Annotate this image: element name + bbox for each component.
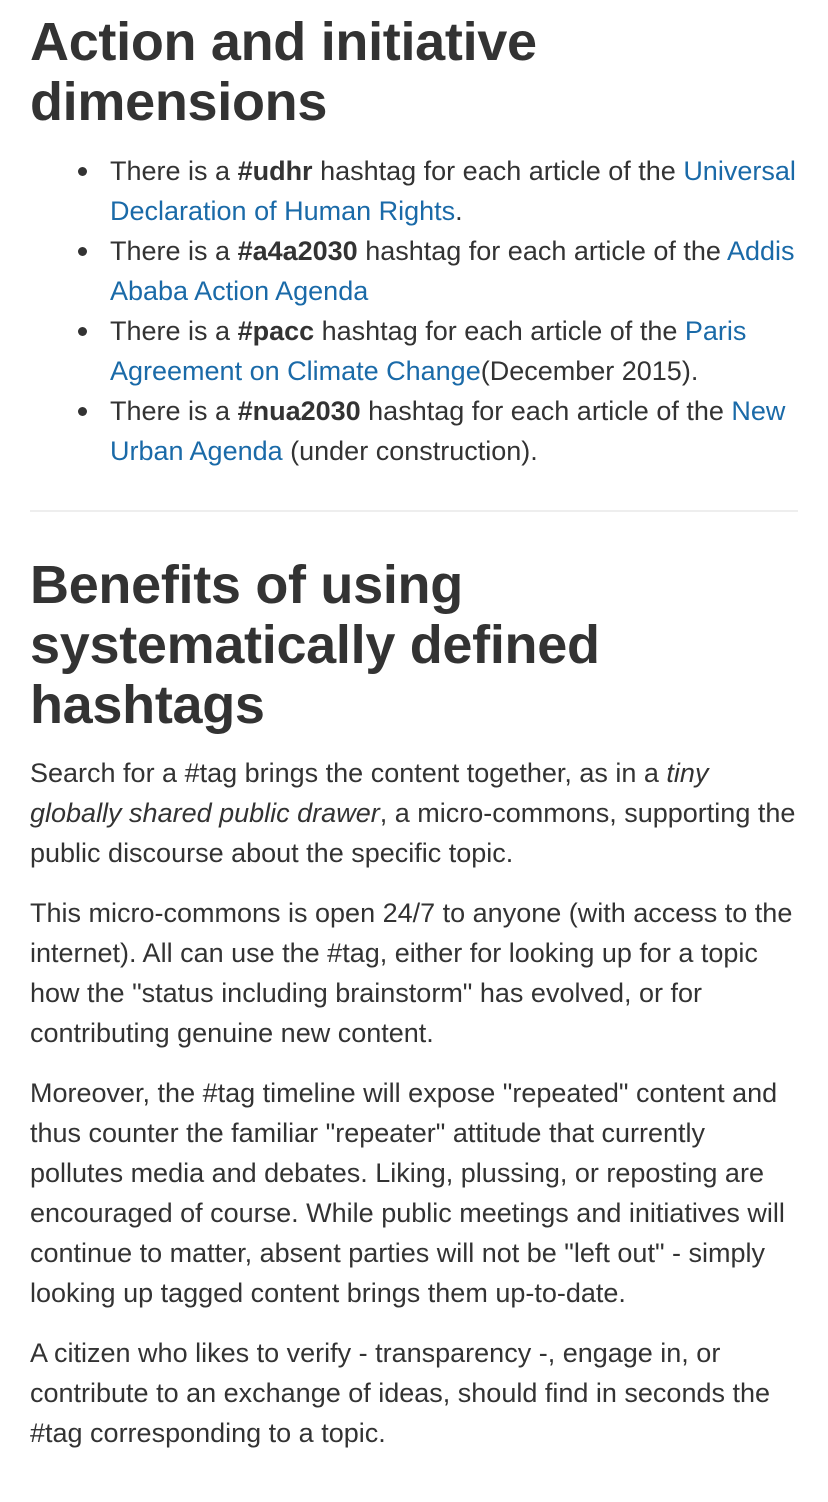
link-paris-agreement[interactable]: Paris Agreement on Climate Change: [110, 316, 747, 386]
bullet-icon: [78, 407, 87, 416]
bullet-icon: [78, 167, 87, 176]
benefits-body: [30, 753, 802, 1473]
list-item: [110, 231, 798, 311]
item-text: hashtag for each article of the: [314, 316, 685, 346]
hashtag-list: [30, 151, 798, 471]
bullet-icon: [78, 327, 87, 336]
item-text: hashtag for each article of the: [357, 236, 727, 266]
item-text: (under construction).: [282, 436, 538, 466]
section-divider: [30, 510, 798, 512]
item-text: There is a: [110, 316, 238, 346]
item-text: (December 2015).: [480, 356, 699, 386]
emphasis-text: tiny globally shared public drawer: [30, 758, 709, 828]
list-item: [110, 391, 798, 471]
link-addis-ababa[interactable]: Addis Ababa Action Agenda: [110, 236, 795, 306]
item-text: .: [455, 196, 463, 226]
link-new-urban-agenda[interactable]: New Urban Agenda: [110, 396, 786, 466]
item-text: There is a: [110, 396, 238, 426]
paragraph: This micro-commons is open 24/7 to anyone (with access to the internet). All can use the #tag, either for looking up for a topic how the "status including brainstorm" has evolved, or for contributing genuine new content.: [30, 898, 793, 1048]
list-item: [110, 151, 798, 231]
item-text: There is a: [110, 156, 238, 186]
hashtag: #a4a2030: [237, 236, 358, 266]
hashtag: #nua2030: [237, 396, 361, 426]
hashtag: #pacc: [237, 316, 315, 346]
section-heading-benefits: Benefits of using systematically defined hashtags: [30, 555, 600, 735]
item-text: hashtag for each article of the: [312, 156, 684, 186]
paragraph: Moreover, the #tag timeline will expose "repeated" content and thus counter the familiar "repeater" attitude that currently pollutes media and debates. Liking, plussing, or reposting are encouraged of course. While public meetings and initiatives will continue to matter, absent parties will not be "left out" - simply looking up tagged content brings them up-to-date.: [30, 1078, 785, 1308]
bullet-icon: [78, 247, 87, 256]
list-item: [110, 311, 798, 391]
item-text: There is a: [110, 236, 238, 266]
paragraph-text: Search for a #tag brings the content together, as in a: [30, 758, 667, 788]
link-udhr[interactable]: Universal Declaration of Human Rights: [110, 156, 796, 226]
paragraph-text: , a micro-commons, supporting the public discourse about the specific topic.: [30, 798, 796, 868]
item-text: hashtag for each article of the: [360, 396, 732, 426]
hashtag: #udhr: [237, 156, 313, 186]
paragraph: [30, 753, 802, 873]
paragraph: A citizen who likes to verify - transparency -, engage in, or contribute to an exchange of ideas, should find in seconds the #tag corresponding to a topic.: [30, 1338, 771, 1448]
section-heading-action: Action and initiative dimensions: [30, 12, 537, 132]
